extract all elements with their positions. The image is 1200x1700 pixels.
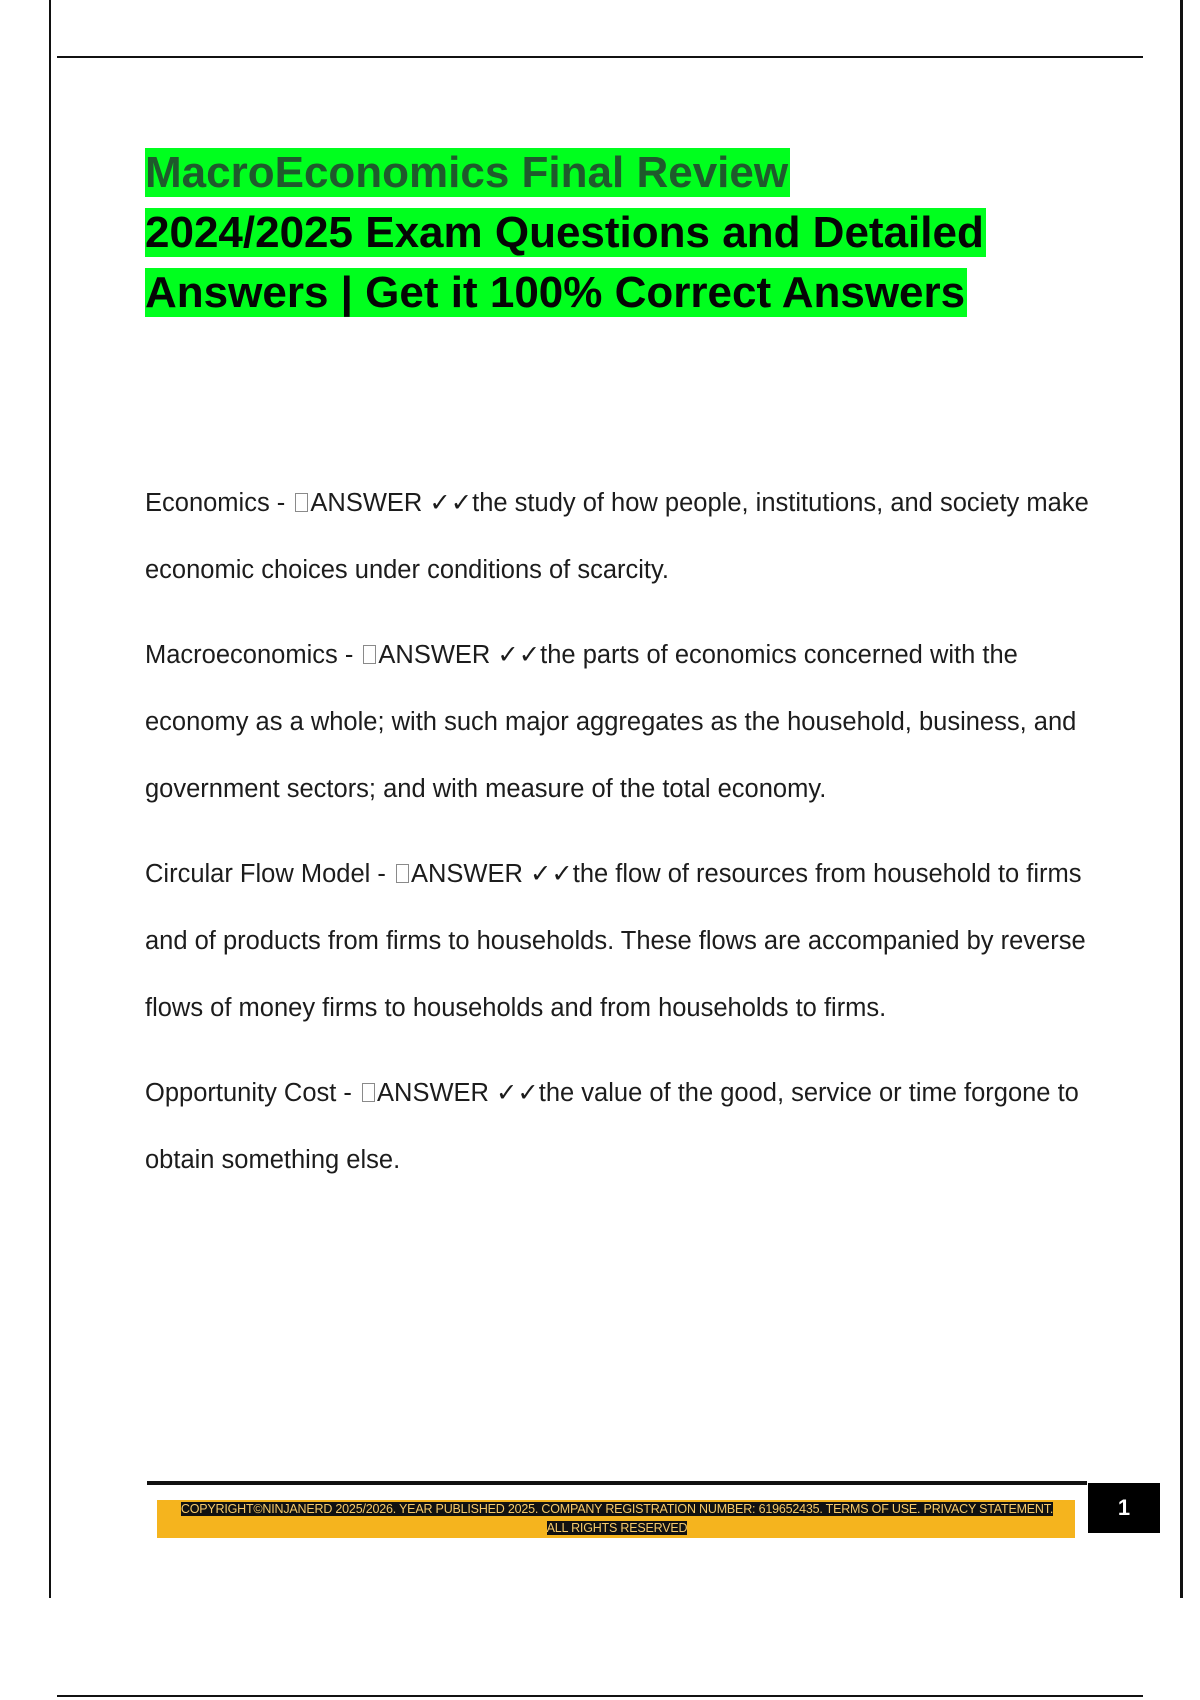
missing-glyph-icon xyxy=(363,645,376,664)
document-title xyxy=(145,143,1105,323)
qa-entry-macroeconomics xyxy=(145,622,1095,823)
entry-definition: the value of the good, service or time forgone to obtain something else. xyxy=(145,1079,1079,1174)
missing-glyph-icon xyxy=(396,864,409,883)
page-number: 1 xyxy=(1088,1483,1160,1533)
entry-definition: the parts of economics concerned with the economy as a whole; with such major aggregates as the household, business, and government sectors; and with measure of the total economy. xyxy=(145,641,1077,803)
next-page-rule xyxy=(57,1695,1143,1697)
footer-copyright xyxy=(170,1500,1064,1538)
entry-definition: the flow of resources from household to firms and of products from firms to households. These flows are accompanied by reverse flows of money firms to households and from households to firms. xyxy=(145,860,1086,1022)
missing-glyph-icon xyxy=(362,1083,375,1102)
entry-term: Opportunity Cost xyxy=(145,1079,337,1107)
qa-entry-circular-flow-model xyxy=(145,841,1095,1042)
page-border-left xyxy=(49,0,51,1598)
entry-term: Economics xyxy=(145,489,270,517)
entry-term: Circular Flow Model xyxy=(145,860,371,888)
answer-marker: ANSWER ✓✓ xyxy=(377,1079,539,1107)
header-rule xyxy=(57,56,1143,58)
missing-glyph-icon xyxy=(295,493,308,512)
footer-copyright-text: COPYRIGHT©NINJANERD 2025/2026. YEAR PUBLISHED 2025. COMPANY REGISTRATION NUMBER: 619652435. TERMS OF USE. PRIVACY STATEMENT. ALL RIGHTS RESERVED xyxy=(180,1502,1054,1535)
title-line-1: MacroEconomics Final Review xyxy=(145,148,789,197)
answer-marker: ANSWER ✓✓ xyxy=(310,489,473,517)
entry-definition: the study of how people, institutions, and society make economic choices under conditions of scarcity. xyxy=(145,489,1089,584)
entry-separator: - xyxy=(337,641,361,669)
answer-marker: ANSWER ✓✓ xyxy=(378,641,541,669)
qa-list xyxy=(145,470,1095,1212)
answer-marker: ANSWER ✓✓ xyxy=(410,860,573,888)
entry-separator: - xyxy=(269,489,293,517)
qa-entry-economics xyxy=(145,470,1095,604)
page-border-right xyxy=(1180,0,1183,1598)
qa-entry-opportunity-cost xyxy=(145,1060,1095,1194)
entry-separator: - xyxy=(370,860,393,888)
footer-rule xyxy=(147,1481,1087,1485)
entry-separator: - xyxy=(336,1079,360,1107)
title-line-2: 2024/2025 Exam Questions and Detailed xyxy=(145,208,984,257)
title-line-3: Answers | Get it 100% Correct Answers xyxy=(145,268,966,317)
entry-term: Macroeconomics xyxy=(145,641,338,669)
